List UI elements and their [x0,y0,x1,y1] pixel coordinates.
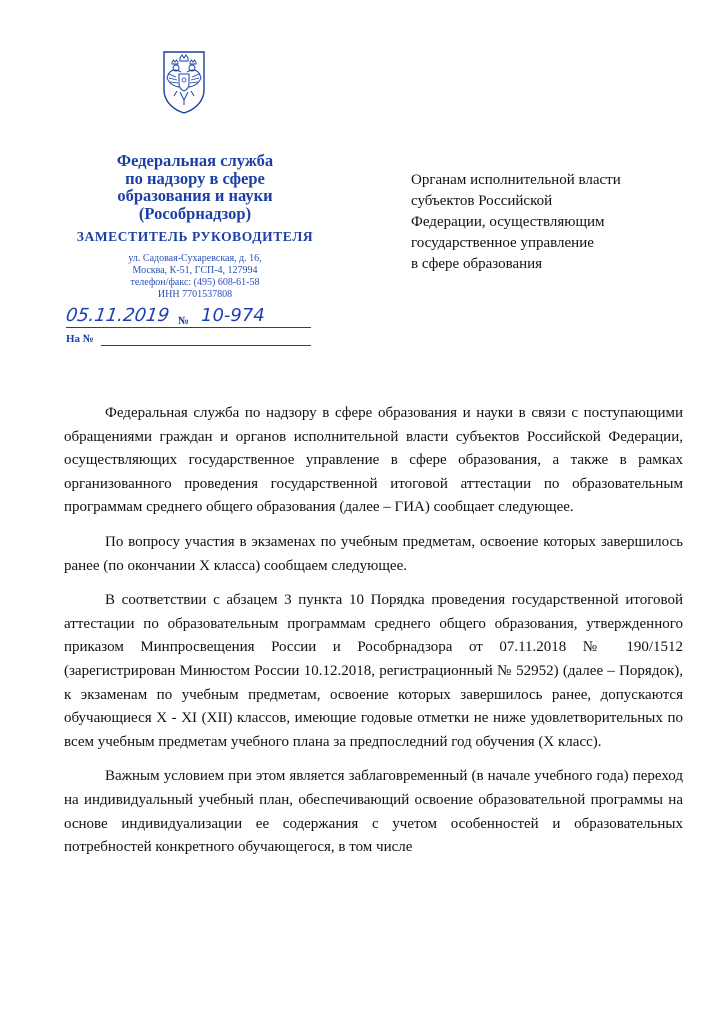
contact-line: Москва, К-51, ГСП-4, 127994 [132,265,258,276]
agency-line: (Рособрнадзор) [138,203,252,223]
contact-line: телефон/факс: (495) 608-61-58 [130,277,260,288]
contact-line: ИНН 7701537808 [157,289,233,300]
addressee-line: Органам исполнительной власти [411,172,621,188]
registration-row [66,305,316,331]
body-paragraph: По вопросу участия в экзаменах по учебным предметам, освоение которых завершилось ранее (по окончании Х класса) сообщаем следующее. [64,533,683,574]
agency-contacts [95,253,295,301]
body-paragraph: Важным условием при этом является заблаговременный (в начале учебного года) переход на индивидуальный учебный план, обеспечивающий освоение образовательной программы на основе индивидуализации ее содержания с учетом особенностей и образовательных потребностей конкретного обучающегося, в том числе [64,768,683,856]
addressee-block [411,170,691,275]
agency-line: по надзору в сфере [125,168,265,188]
deputy-title: ЗАМЕСТИТЕЛЬ РУКОВОДИТЕЛЯ [76,229,314,244]
registration-number-label: № [178,315,190,327]
addressee-line: субъектов Российской [411,193,553,209]
agency-line: Федеральная служба [116,151,274,170]
addressee-line: в сфере образования [411,256,543,272]
letter-body [64,402,683,871]
reply-to-underline [101,345,311,346]
addressee-line: Федерации, осуществляющим [411,214,605,230]
body-paragraph: В соответствии с абзацем 3 пункта 10 Порядка проведения государственной итоговой аттестации по образовательным программам среднего общего образования, утвержденного приказом Минпросвещения России и Рособрнадзора от 07.11.2018 № 190/1512 (зарегистрирован Минюстом России 10.12.2018, регистрационный № 52952) (далее – Порядок), к экзаменам по учебным предметам, освоение которых завершилось ранее, допускаются обучающиеся Х - XI (XII) классов, имеющие годовые отметки не ниже удовлетворительных по всем учебным предметам учебного плана за предпоследний год обучения (Х класс). [64,592,683,750]
contact-line: ул. Садовая-Сухаревская, д. 16, [128,253,262,264]
addressee-line: государственное управление [411,235,594,251]
body-paragraph: Федеральная служба по надзору в сфере образования и науки в связи с поступающими обращениями граждан и органов исполнительной власти субъектов Российской Федерации, осуществляющих государственное управление в сфере образования, а также в рамках организованного проведения государственной итоговой аттестации по образовательным программам среднего общего образования (далее – ГИА) сообщает следующее. [64,405,683,516]
registration-number: 10-974 [201,305,265,326]
coat-of-arms-icon [160,50,208,114]
reply-to-label: На № [66,333,94,345]
registration-date: 05.11.2019 [64,305,171,326]
agency-name [70,152,320,222]
reply-to-row [66,333,316,351]
registration-underline [66,327,311,328]
agency-line: образования и науки [117,186,273,205]
